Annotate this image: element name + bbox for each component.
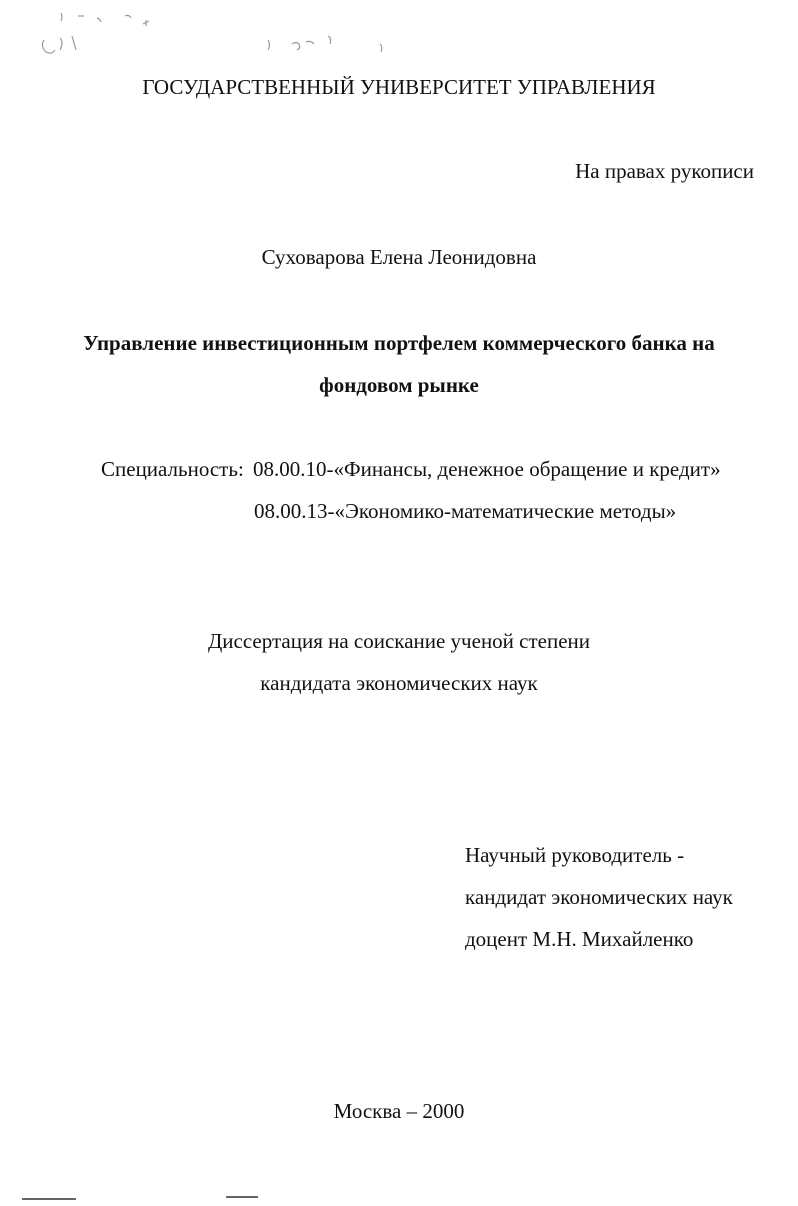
- institution-name: ГОСУДАРСТВЕННЫЙ УНИВЕРСИТЕТ УПРАВЛЕНИЯ: [142, 75, 656, 99]
- place-and-year: Москва – 2000: [333, 1099, 465, 1123]
- supervisor-degree: кандидат экономических наук: [465, 885, 733, 909]
- specialty-label: Специальность:: [101, 457, 244, 481]
- degree-line-2: кандидата экономических наук: [260, 671, 538, 695]
- specialty-code-2: 08.00.13-«Экономико-математические методы»: [254, 499, 677, 523]
- supervisor-heading: Научный руководитель -: [465, 843, 685, 867]
- specialty-code-1: 08.00.10-«Финансы, денежное обращение и кредит»: [253, 457, 721, 481]
- dissertation-title-line-1: Управление инвестиционным портфелем коммерческого банка на: [83, 331, 715, 355]
- degree-line-1: Диссертация на соискание ученой степени: [207, 629, 591, 653]
- manuscript-note: На правах рукописи: [575, 159, 754, 183]
- author-name: Суховарова Елена Леонидовна: [261, 245, 537, 269]
- supervisor-name: доцент М.Н. Михайленко: [465, 927, 694, 951]
- dissertation-title-line-2: фондовом рынке: [319, 373, 479, 397]
